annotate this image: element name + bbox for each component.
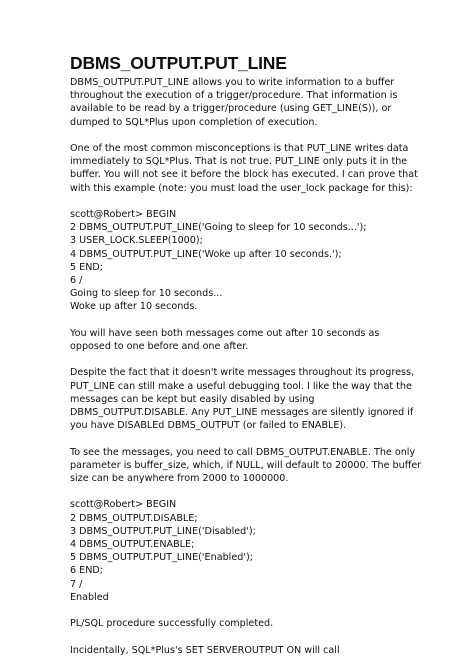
text-line: To see the messages, you need to call DBMS_OUTPUT.ENABLE. The only <box>70 446 416 458</box>
paragraph <box>70 644 415 657</box>
text-line: 2 DBMS_OUTPUT.PUT_LINE('Going to sleep for 10 seconds...'); <box>70 222 367 234</box>
text-line: 4 DBMS_OUTPUT.ENABLE; <box>70 539 195 551</box>
text-line: Woke up after 10 seconds. <box>70 301 198 313</box>
paragraph <box>70 76 415 129</box>
text-line: opposed to one before and one after. <box>70 341 249 353</box>
text-line: 7 / <box>70 578 83 590</box>
text-line: 5 DBMS_OUTPUT.PUT_LINE('Enabled'); <box>70 552 253 564</box>
paragraph <box>70 366 415 432</box>
paragraph <box>70 498 415 604</box>
text-line: DBMS_OUTPUT.DISABLE. Any PUT_LINE messages are silently ignored if <box>70 407 414 419</box>
text-line: You will have seen both messages come out after 10 seconds as <box>70 327 380 339</box>
text-line: One of the most common misconceptions is that PUT_LINE writes data <box>70 143 409 154</box>
document-title: DBMS_OUTPUT.PUT_LINE <box>70 53 287 73</box>
document-body <box>70 76 422 657</box>
text-line: scott@Robert> BEGIN <box>70 499 177 511</box>
text-line: size can be anywhere from 2000 to 1000000. <box>70 473 289 485</box>
text-line: throughout the execution of a trigger/procedure. That information is <box>70 90 398 102</box>
text-line: Going to sleep for 10 seconds... <box>70 288 223 300</box>
paragraph <box>70 327 415 353</box>
text-line: DBMS_OUTPUT.PUT_LINE allows you to write information to a buffer <box>70 77 395 88</box>
text-line: 3 DBMS_OUTPUT.PUT_LINE('Disabled'); <box>70 525 256 537</box>
text-line: 6 END; <box>70 565 104 577</box>
paragraph <box>70 617 415 630</box>
text-line: Despite the fact that it doesn't write messages throughout its progress, <box>70 367 415 379</box>
text-line: buffer. You will not see it before the block has executed. I can prove that <box>70 169 418 181</box>
paragraph <box>70 446 422 486</box>
text-line: with this example (note: you must load the user_lock package for this): <box>70 182 413 194</box>
text-line: PL/SQL procedure successfully completed. <box>70 618 274 630</box>
text-line: scott@Robert> BEGIN <box>70 209 177 220</box>
text-line: immediately to SQL*Plus. That is not true. PUT_LINE only puts it in the <box>70 156 408 168</box>
text-line: 5 END; <box>70 261 104 273</box>
text-line: dumped to SQL*Plus upon completion of execution. <box>70 116 318 128</box>
text-line: 6 / <box>70 275 83 287</box>
text-line: Incidentally, SQL*Plus's SET SERVEROUTPUT ON will call <box>70 644 340 656</box>
text-line: 3 USER_LOCK.SLEEP(1000); <box>70 235 203 247</box>
paragraph <box>70 142 418 195</box>
text-line: 4 DBMS_OUTPUT.PUT_LINE('Woke up after 10 seconds.'); <box>70 248 342 260</box>
text-line: messages can be kept but easily disabled by using <box>70 393 315 405</box>
text-line: you have DISABLEd DBMS_OUTPUT (or failed to ENABLE). <box>70 420 347 432</box>
text-line: Enabled <box>70 591 109 603</box>
text-line: 2 DBMS_OUTPUT.DISABLE; <box>70 512 198 524</box>
text-line: available to be read by a trigger/procedure (using GET_LINE(S)), or <box>70 103 392 115</box>
text-line: parameter is buffer_size, which, if NULL, will default to 20000. The buffer <box>70 459 422 471</box>
paragraph <box>70 208 415 314</box>
document-page <box>70 52 422 657</box>
text-line: PUT_LINE can still make a useful debugging tool. I like the way that the <box>70 380 412 392</box>
